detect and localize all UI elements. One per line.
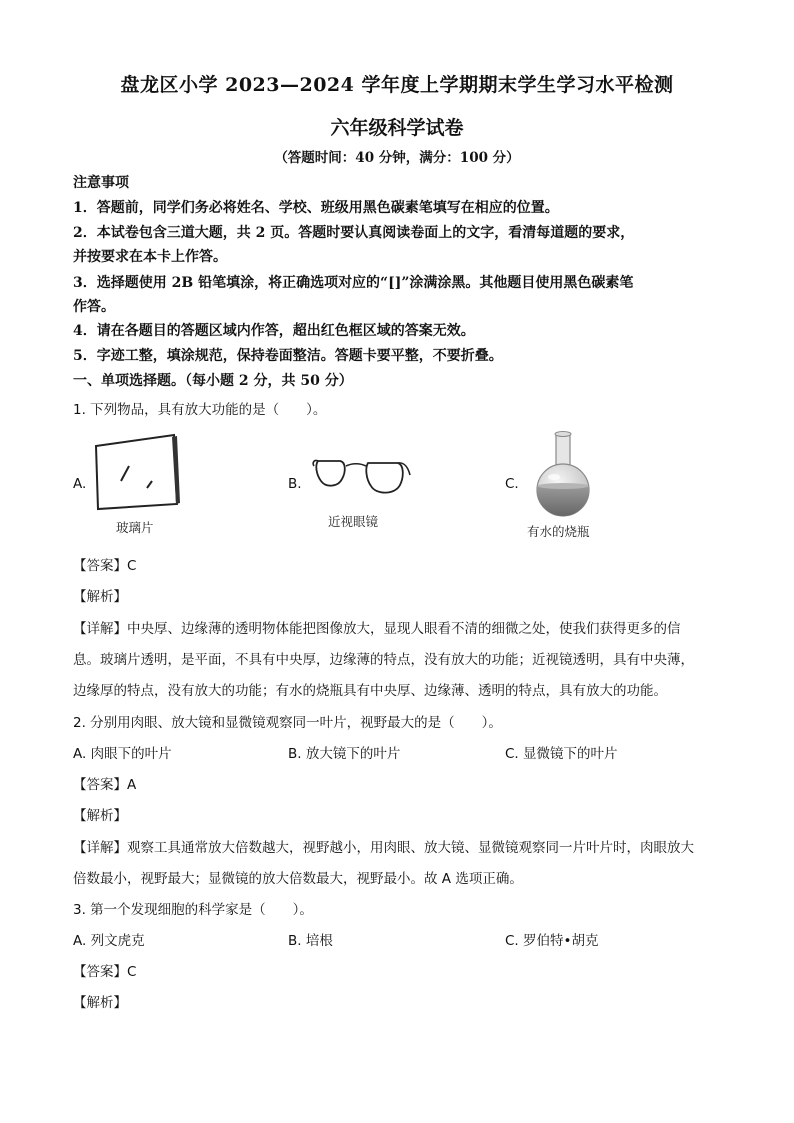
option: C. 显微镜下的叶片 [505,746,618,762]
glass-pane-image [90,432,185,512]
analysis-label: 【解析】 [73,589,127,605]
analysis-label: 【解析】 [73,995,127,1011]
option: B. 培根 [288,933,333,949]
detail-line: 倍数最小，视野最大；显微镜的放大倍数最大，视野最小。故 A 选项正确。 [73,871,523,887]
option-caption: 玻璃片 [116,520,154,535]
option-caption: 近视眼镜 [328,514,379,529]
notice-item: 1．答题前，同学们务必将姓名、学校、班级用黑色碳素笔填写在相应的位置。 [73,200,559,216]
option: A. 肉眼下的叶片 [73,746,172,762]
question-stem: 1. 下列物品，具有放大功能的是（ ）。 [73,402,327,418]
notice-item: 4．请在各题目的答题区域内作答，超出红色框区域的答案无效。 [73,323,475,339]
option: C. 罗伯特•胡克 [505,933,599,949]
question-stem: 3. 第一个发现细胞的科学家是（ ）。 [73,902,313,918]
option-caption: 有水的烧瓶 [527,524,590,539]
flask-with-water-image [532,430,594,520]
glasses-image [310,455,414,499]
exam-subtitle: 六年级科学试卷 [330,117,464,139]
question-stem: 2. 分别用肉眼、放大镜和显微镜观察同一叶片，视野最大的是（ ）。 [73,715,502,731]
answer: 【答案】C [73,558,137,574]
notice-item: 并按要求在本卡上作答。 [73,249,227,265]
notice-item: 5．字迹工整，填涂规范，保持卷面整洁。答题卡要平整，不要折叠。 [73,348,503,364]
notice-item: 作答。 [73,299,115,315]
option: A. 列文虎克 [73,933,145,949]
analysis-label: 【解析】 [73,808,127,824]
detail-line: 【详解】观察工具通常放大倍数越大，视野越小，用肉眼、放大镜、显微镜观察同一片叶片时，肉眼放大 [73,840,694,856]
notice-heading: 注意事项 [73,175,129,191]
answer: 【答案】C [73,964,137,980]
detail-line: 【详解】中央厚、边缘薄的透明物体能把图像放大，显现人眼看不清的细微之处，使我们获得更多的信 [73,621,681,637]
detail-line: 边缘厚的特点，没有放大的功能；有水的烧瓶具有中央厚、边缘薄、透明的特点，具有放大的功能。 [73,683,667,699]
detail-line: 息。玻璃片透明，是平面，不具有中央厚，边缘薄的特点，没有放大的功能；近视镜透明，具有中央薄， [73,652,694,668]
notice-item: 2．本试卷包含三道大题，共 2 页。答题时要认真阅读卷面上的文字，看清每道题的要求， [73,225,635,241]
exam-title: 盘龙区小学 2023—2024 学年度上学期期末学生学习水平检测 [120,74,674,96]
option-letter: C. [505,476,519,492]
option: B. 放大镜下的叶片 [288,746,401,762]
answer: 【答案】A [73,777,137,793]
exam-info: （答题时间：40 分钟，满分：100 分） [274,150,520,166]
option-letter: B. [288,476,302,492]
option-letter: A. [73,476,87,492]
notice-item: 3．选择题使用 2B 铅笔填涂，将正确选项对应的“[]”涂满涂黑。其他题目使用黑色碳素笔 [73,275,634,291]
section-heading: 一、单项选择题。（每小题 2 分，共 50 分） [73,373,353,389]
